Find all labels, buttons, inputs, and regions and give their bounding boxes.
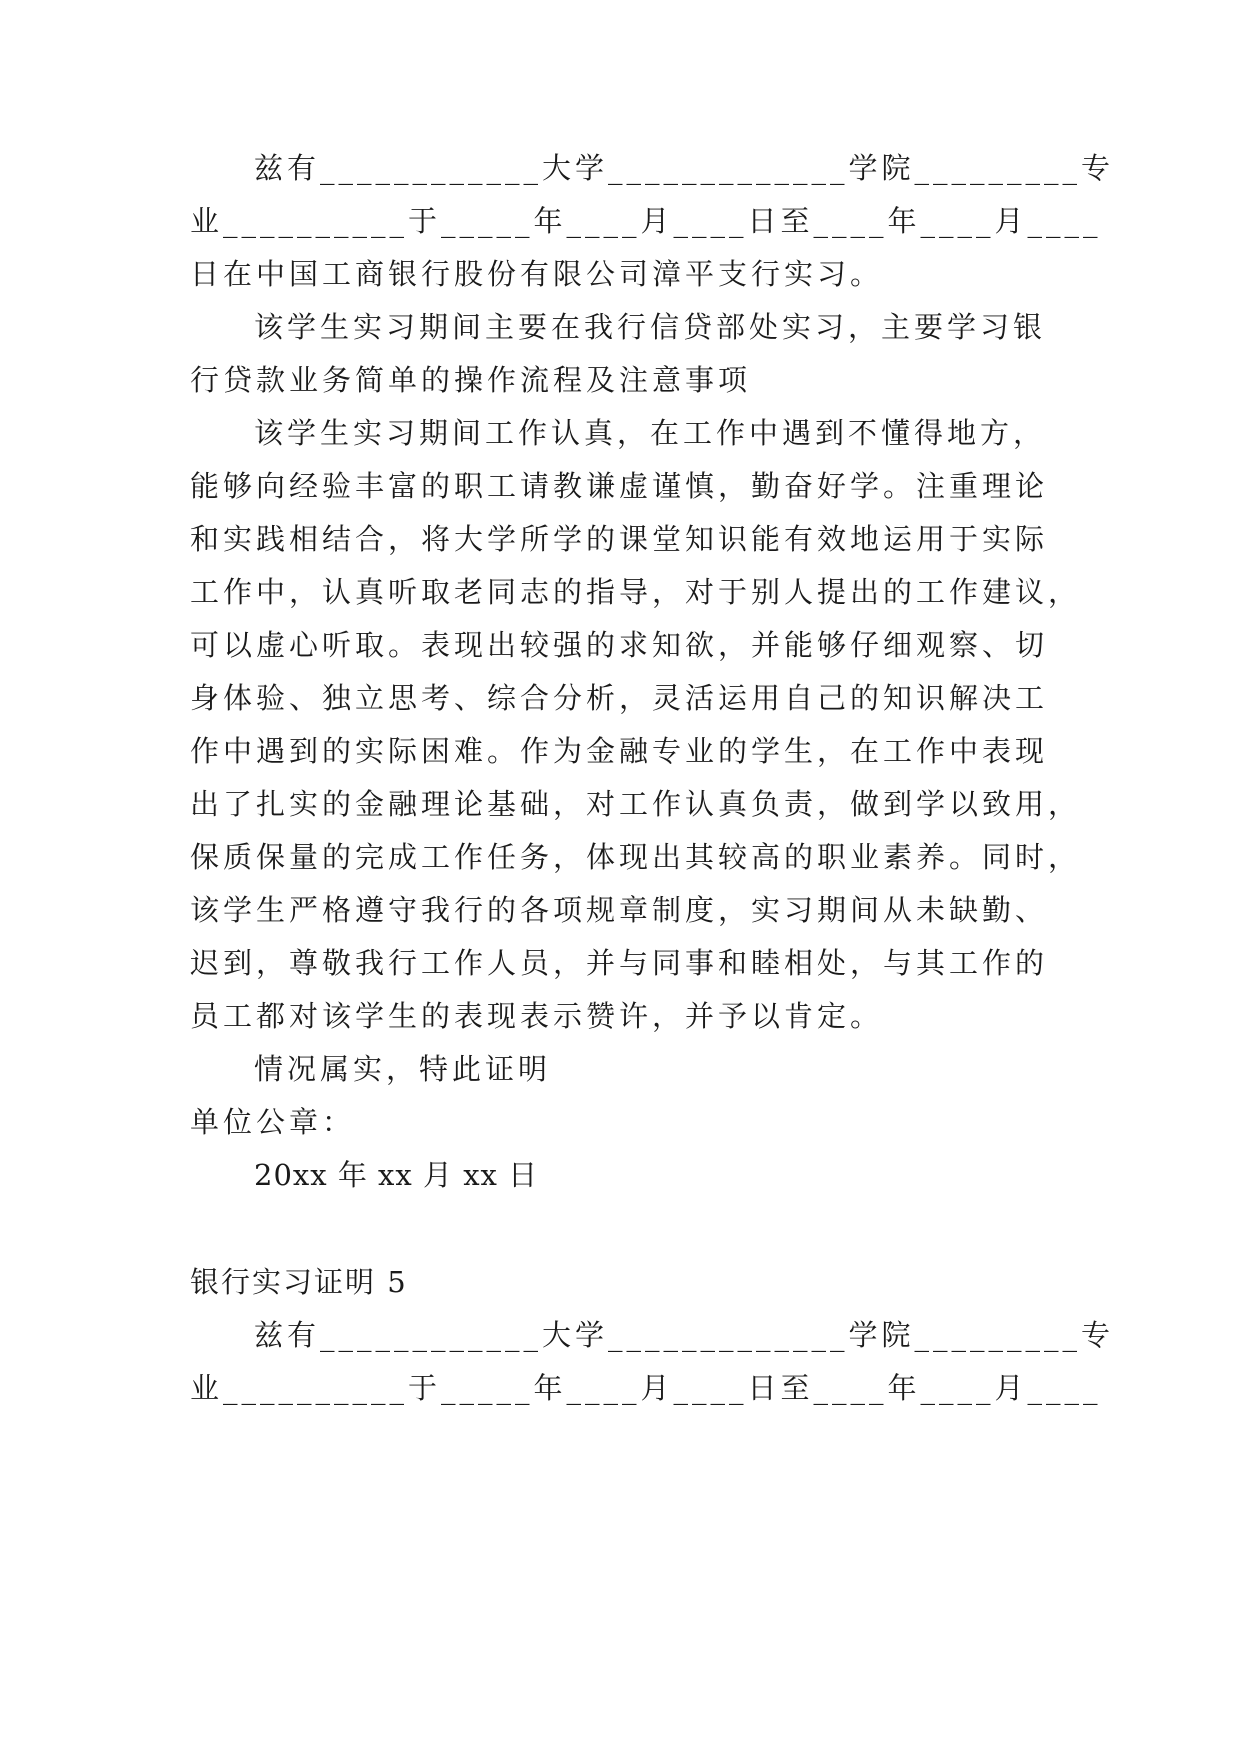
section-heading: 银行实习证明 5 [190,1265,408,1299]
intro-line-3: 日在中国工商银行股份有限公司漳平支行实习。 [190,257,884,291]
certification-statement: 情况属实，特此证明 [254,1052,552,1086]
evaluation-line-4: 工作中，认真听取老同志的指导，对于别人提出的工作建议， [190,575,1082,609]
duties-line-2: 行贷款业务简单的操作流程及注意事项 [190,363,752,397]
duties-line-1: 该学生实习期间主要在我行信贷部处实习，主要学习银 [254,310,1047,344]
intro-line-1-repeat: 兹有____________大学_____________学院_________专 [254,1318,1115,1352]
evaluation-line-2: 能够向经验丰富的职工请教谦虚谨慎，勤奋好学。注重理论 [190,469,1049,503]
evaluation-line-6: 身体验、独立思考、综合分析，灵活运用自己的知识解决工 [190,681,1049,715]
evaluation-line-5: 可以虚心听取。表现出较强的求知欲，并能够仔细观察、切 [190,628,1049,662]
evaluation-line-9: 保质保量的完成工作任务，体现出其较高的职业素养。同时， [190,840,1082,874]
intro-line-1: 兹有____________大学_____________学院_________专 [254,151,1115,185]
evaluation-line-3: 和实践相结合，将大学所学的课堂知识能有效地运用于实际 [190,522,1049,556]
evaluation-line-1: 该学生实习期间工作认真，在工作中遇到不懂得地方， [254,416,1047,450]
evaluation-line-10: 该学生严格遵守我行的各项规章制度，实习期间从未缺勤、 [190,893,1049,927]
evaluation-line-12: 员工都对该学生的表现表示赞许，并予以肯定。 [190,999,884,1033]
evaluation-line-8: 出了扎实的金融理论基础，对工作认真负责，做到学以致用， [190,787,1082,821]
date-line: 20xx 年 xx 月 xx 日 [254,1158,539,1192]
evaluation-line-7: 作中遇到的实际困难。作为金融专业的学生，在工作中表现 [190,734,1049,768]
evaluation-line-11: 迟到，尊敬我行工作人员，并与同事和睦相处，与其工作的 [190,946,1049,980]
intro-line-2: 业__________于_____年____月____日至____年____月____ [190,204,1102,238]
intro-line-2-repeat: 业__________于_____年____月____日至____年____月____ [190,1371,1102,1405]
seal-label: 单位公章： [190,1105,356,1139]
